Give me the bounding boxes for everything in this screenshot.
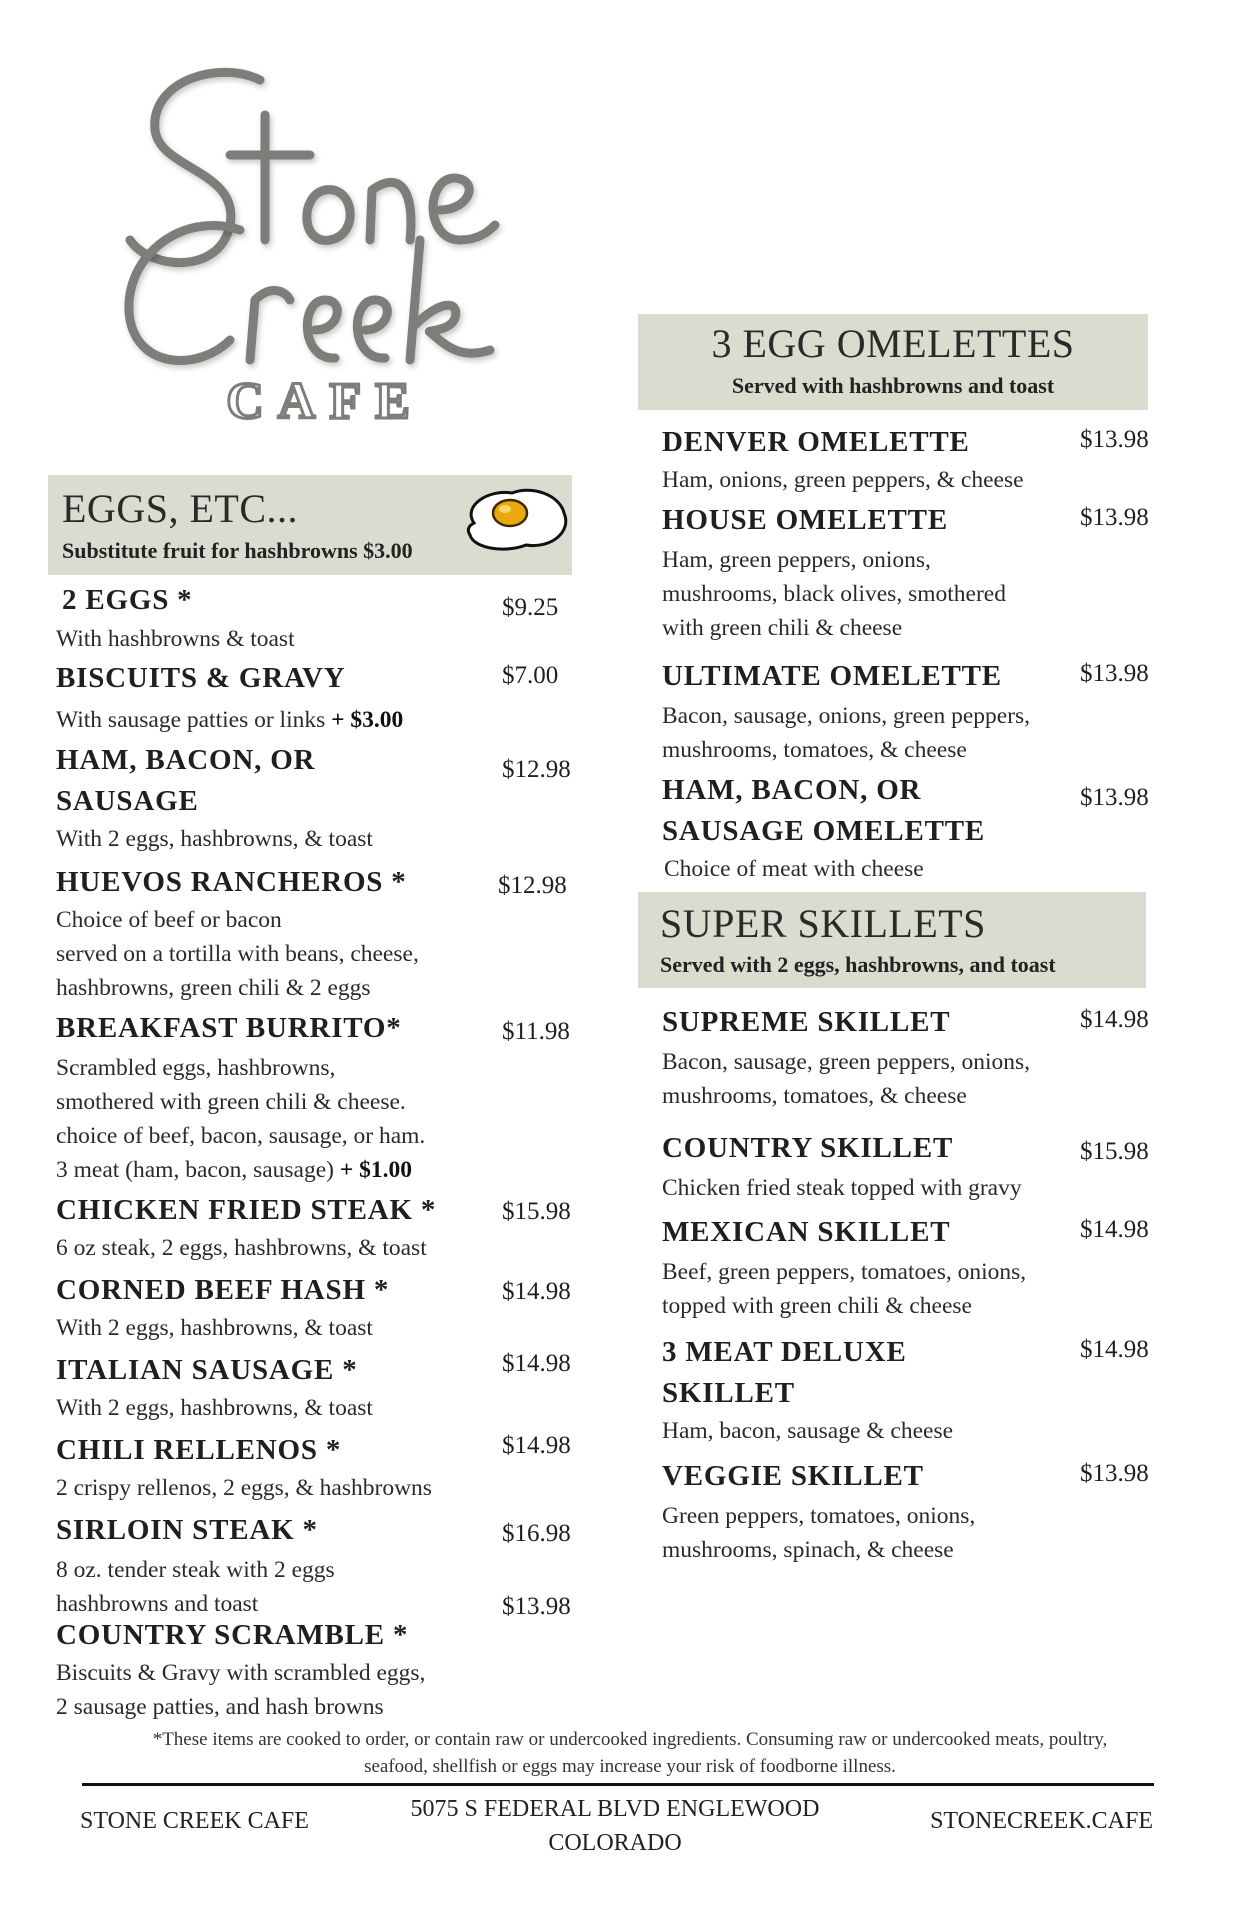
item-desc-line2: 2 sausage patties, and hash browns <box>56 1694 384 1720</box>
item-name: BISCUITS & GRAVY <box>56 662 346 694</box>
item-name: HAM, BACON, OR <box>56 744 316 776</box>
item-name: SIRLOIN STEAK * <box>56 1514 318 1546</box>
menu-item-chili-rellenos <box>56 1430 582 1505</box>
item-price: $9.25 <box>502 594 559 621</box>
item-desc-line2: served on a tortilla with beans, cheese, <box>56 941 419 967</box>
menu-item-denver-omelette <box>662 422 1172 497</box>
item-price: $14.98 <box>502 1432 571 1459</box>
menu-item-supreme-skillet <box>662 1002 1172 1113</box>
item-price: $14.98 <box>1080 1336 1149 1363</box>
item-price: $12.98 <box>498 872 567 899</box>
eggs-section-title: EGGS, ETC... <box>62 486 298 531</box>
item-desc-line3: choice of beef, bacon, sausage, or ham. <box>56 1123 426 1149</box>
item-name: CORNED BEEF HASH * <box>56 1274 390 1306</box>
item-name: 3 MEAT DELUXE <box>662 1336 907 1368</box>
item-desc: With 2 eggs, hashbrowns, & toast <box>56 826 373 852</box>
item-name: DENVER OMELETTE <box>662 426 970 458</box>
item-price: $15.98 <box>1080 1138 1149 1165</box>
item-desc-line4: 3 meat (ham, bacon, sausage) + $1.00 <box>56 1157 413 1183</box>
item-desc-line2: mushrooms, tomatoes, & cheese <box>662 1083 967 1109</box>
item-desc: Ham, onions, green peppers, & cheese <box>662 467 1024 493</box>
item-desc: Green peppers, tomatoes, onions, <box>662 1503 976 1529</box>
omelettes-section-title: 3 EGG OMELETTES <box>711 321 1075 366</box>
item-desc: 2 crispy rellenos, 2 eggs, & hashbrowns <box>56 1475 432 1501</box>
item-price: $13.98 <box>1080 504 1149 531</box>
menu-item-country-skillet <box>662 1128 1172 1205</box>
health-disclaimer <box>80 1726 1180 1780</box>
item-desc-line2: mushrooms, tomatoes, & cheese <box>662 737 967 763</box>
item-addon-price: + $3.00 <box>331 707 404 733</box>
item-name: MEXICAN SKILLET <box>662 1216 951 1248</box>
item-name: ITALIAN SAUSAGE * <box>56 1354 358 1386</box>
item-name: HAM, BACON, OR <box>662 774 922 806</box>
menu-item-ham-bacon-sausage-omelette <box>662 770 1172 886</box>
menu-item-huevos-rancheros <box>56 862 582 1005</box>
logo-cafe-text: CAFE <box>226 373 424 430</box>
item-name-line2: SAUSAGE <box>56 785 199 817</box>
item-desc: Choice of meat with cheese <box>664 856 924 882</box>
item-name: HOUSE OMELETTE <box>662 504 948 536</box>
item-price: $13.98 <box>502 1593 571 1620</box>
item-desc: Bacon, sausage, green peppers, onions, <box>662 1049 1031 1075</box>
item-desc: 6 oz steak, 2 eggs, hashbrowns, & toast <box>56 1235 427 1261</box>
eggs-section-subtitle: Substitute fruit for hashbrowns $3.00 <box>62 538 413 563</box>
footer-address-line1: 5075 S FEDERAL BLVD ENGLEWOOD <box>410 1796 820 1822</box>
item-price: $13.98 <box>1080 426 1149 453</box>
item-desc: Scrambled eggs, hashbrowns, <box>56 1055 336 1081</box>
disclaimer-line1: *These items are cooked to order, or contain raw or undercooked ingredients. Consuming raw or undercooked meats, poultry, <box>152 1729 1108 1750</box>
logo-graphic <box>110 60 530 440</box>
item-name: SUPREME SKILLET <box>662 1006 951 1038</box>
menu-item-corned-beef-hash <box>56 1270 582 1345</box>
menu-item-biscuits-gravy <box>56 658 582 737</box>
menu-item-mexican-skillet <box>662 1212 1172 1323</box>
footer-website: STONECREEK.CAFE <box>930 1808 1153 1834</box>
item-price: $7.00 <box>502 662 559 689</box>
item-desc-line2: smothered with green chili & cheese. <box>56 1089 406 1115</box>
footer-cafe-name: STONE CREEK CAFE <box>80 1808 309 1834</box>
footer-address <box>390 1792 840 1860</box>
menu-item-2-eggs <box>62 580 582 621</box>
item-desc: Ham, green peppers, onions, <box>662 547 931 573</box>
item-name: COUNTRY SCRAMBLE * <box>56 1619 409 1651</box>
item-price: $13.98 <box>1080 660 1149 687</box>
eggs-section-header <box>48 475 572 575</box>
item-desc: 8 oz. tender steak with 2 eggs <box>56 1557 335 1583</box>
item-price: $16.98 <box>502 1520 571 1547</box>
item-desc: Chicken fried steak topped with gravy <box>662 1175 1022 1201</box>
item-desc: With hashbrowns & toast <box>56 626 295 652</box>
item-desc: Choice of beef or bacon <box>56 907 282 933</box>
item-name: 2 EGGS * <box>62 584 193 616</box>
item-name: CHICKEN FRIED STEAK * <box>56 1194 437 1226</box>
item-desc: With 2 eggs, hashbrowns, & toast <box>56 1395 373 1421</box>
item-desc-line2: hashbrowns and toast <box>56 1591 259 1617</box>
item-name: BREAKFAST BURRITO* <box>56 1012 402 1044</box>
item-addon-price: + $1.00 <box>339 1157 413 1183</box>
item-name: COUNTRY SKILLET <box>662 1132 954 1164</box>
menu-item-chicken-fried-steak <box>56 1190 582 1265</box>
item-desc-line2: topped with green chili & cheese <box>662 1293 972 1319</box>
stone-creek-logo <box>110 60 530 440</box>
item-name: VEGGIE SKILLET <box>662 1460 924 1492</box>
footer-address-line2: COLORADO <box>548 1830 682 1856</box>
footer-divider <box>82 1783 1154 1786</box>
item-price: $14.98 <box>502 1278 571 1305</box>
item-name: HUEVOS RANCHEROS * <box>56 866 407 898</box>
item-desc: With 2 eggs, hashbrowns, & toast <box>56 1315 373 1341</box>
item-name-line2: SKILLET <box>662 1377 795 1409</box>
skillets-section-header <box>638 892 1146 988</box>
item-name-line2: SAUSAGE OMELETTE <box>662 815 986 847</box>
item-price: $15.98 <box>502 1198 571 1225</box>
menu-item-ultimate-omelette <box>662 656 1172 767</box>
item-desc: With sausage patties or links + $3.00 <box>56 707 404 733</box>
fried-egg-icon <box>460 483 572 559</box>
item-desc: Bacon, sausage, onions, green peppers, <box>662 703 1031 729</box>
menu-item-ham-bacon-sausage <box>56 740 582 856</box>
skillets-section-subtitle: Served with 2 eggs, hashbrowns, and toast <box>660 952 1056 977</box>
item-price: $13.98 <box>1080 784 1149 811</box>
item-desc: Biscuits & Gravy with scrambled eggs, <box>56 1660 426 1686</box>
item-desc: Ham, bacon, sausage & cheese <box>662 1418 954 1444</box>
menu-item-italian-sausage <box>56 1350 582 1425</box>
omelettes-section-subtitle: Served with hashbrowns and toast <box>731 373 1055 398</box>
skillets-section-title: SUPER SKILLETS <box>660 901 986 946</box>
item-price: $14.98 <box>1080 1006 1149 1033</box>
menu-item-house-omelette <box>662 500 1172 645</box>
omelettes-section-header <box>638 314 1148 410</box>
item-desc-2-eggs <box>56 622 295 656</box>
item-price: $12.98 <box>502 756 571 783</box>
item-name: ULTIMATE OMELETTE <box>662 660 1002 692</box>
menu-item-veggie-skillet <box>662 1456 1172 1567</box>
item-desc-line3: hashbrowns, green chili & 2 eggs <box>56 975 371 1001</box>
item-price: $14.98 <box>1080 1216 1149 1243</box>
item-desc-line2: mushrooms, black olives, smothered <box>662 581 1006 607</box>
item-desc-line2: mushrooms, spinach, & cheese <box>662 1537 954 1563</box>
item-name: CHILI RELLENOS * <box>56 1434 342 1466</box>
item-price: $13.98 <box>1080 1460 1149 1487</box>
menu-item-3-meat-deluxe-skillet <box>662 1332 1172 1448</box>
disclaimer-line2: seafood, shellfish or eggs may increase your risk of foodborne illness. <box>364 1756 896 1777</box>
item-price: $11.98 <box>502 1018 570 1045</box>
menu-item-breakfast-burrito <box>56 1008 582 1187</box>
item-desc-line3: with green chili & cheese <box>662 615 903 641</box>
item-desc: Beef, green peppers, tomatoes, onions, <box>662 1259 1027 1285</box>
item-price: $14.98 <box>502 1350 571 1377</box>
